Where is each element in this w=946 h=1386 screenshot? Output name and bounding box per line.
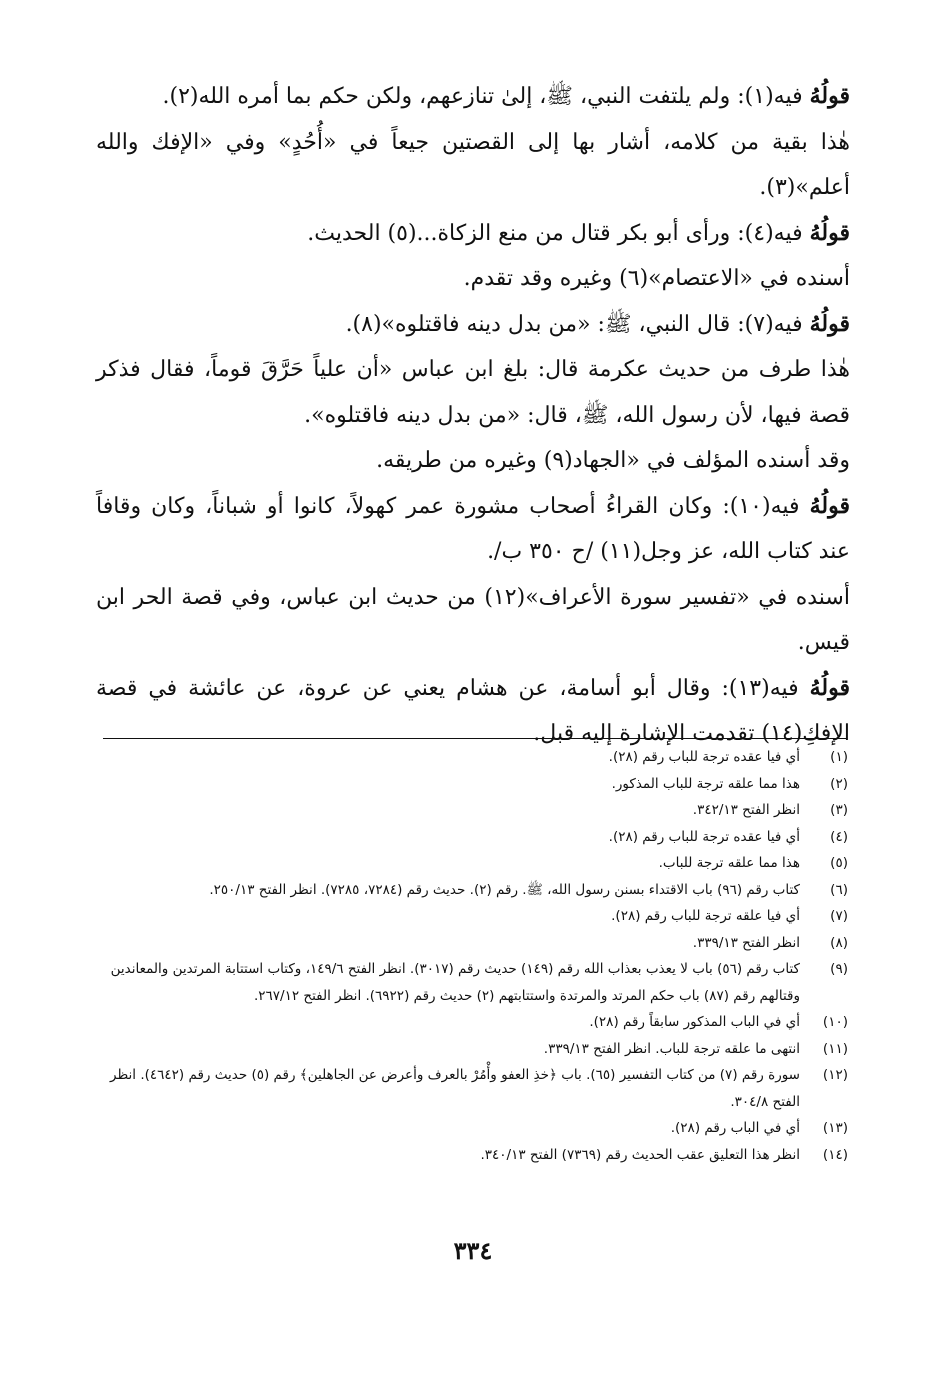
footnote xyxy=(96,930,848,957)
footnote-number: (١٢) xyxy=(822,1067,848,1083)
paragraph-text: فيه(٧): قال النبي، ﷺ: «من بدل دينه فاقتلوه»(٨). xyxy=(345,311,803,337)
paragraph-text: هٰذا طرف من حديث عكرمة قال: بلغ ابن عباس «أن علياً حَرَّقَ قوماً، فقال فذكر قصة فيها، لأن رسول الله، ﷺ، قال: «من بدل دينه فاقتلوه». xyxy=(96,357,850,428)
footnote-text: أي فيا علقه ترجة للباب رقم (٢٨). xyxy=(611,908,800,924)
footnote xyxy=(96,1115,848,1142)
paragraph-text: أسنده في «تفسير سورة الأعراف»(١٢) من حديث ابن عباس، وفي قصة الحر ابن قيس. xyxy=(96,584,850,655)
paragraph-text: أسنده في «الاعتصام»(٦) وغيره وقد تقدم. xyxy=(463,266,850,291)
footnote xyxy=(96,1009,848,1036)
footnote-number: (٥) xyxy=(830,855,848,871)
paragraph xyxy=(96,438,850,484)
footnote-number: (٤) xyxy=(830,828,848,845)
paragraph-lead: قولُهُ xyxy=(809,83,850,109)
footnote xyxy=(96,850,848,877)
footnote-text: انظر الفتح ٣٣٩/١٣. xyxy=(692,934,800,951)
footnote-text: أي فيا عقده ترجة للباب رقم (٢٨). xyxy=(608,749,800,765)
paragraph xyxy=(96,256,850,302)
paragraph xyxy=(96,120,850,211)
footnote-number: (٢) xyxy=(830,775,848,792)
footnote xyxy=(96,877,848,904)
paragraph-lead: قولُهُ xyxy=(809,310,850,337)
paragraph-text: هٰذا بقية من كلامه، أشار بها إلى القصتين جيعاً في «أُحُدٍ» وفي «الإفك والله أعلم»(٣). xyxy=(96,129,851,200)
paragraph xyxy=(96,211,850,257)
footnote-number: (١٠) xyxy=(822,1014,848,1030)
footnote xyxy=(96,1142,848,1169)
footnote-text: أي فيا عقده ترجة للباب رقم (٢٨). xyxy=(608,828,800,845)
paragraph xyxy=(96,484,850,575)
paragraph-text: فيه(١٣): وقال أبو أسامة، عن هشام يعني عن عروة، عن عائشة في قصة الإفكِ(١٤) تقدمت الإشارة إليه قبل. xyxy=(96,675,850,746)
footnote xyxy=(96,903,848,930)
footnote xyxy=(96,1036,848,1063)
footnote-number: (١) xyxy=(830,749,848,765)
footnote-text: كتاب رقم (٥٦) باب لا يعذب بعذاب الله رقم (١٤٩) حديث رقم (٣٠١٧). انظر الفتح ١٤٩/٦، وكتاب استتابة المرتدين والمعاندين وقتالهم رقم (٨٧) باب حكم المرتد والمرتدة واستتابتهم (٢) حديث رقم (٦٩٢٢). انظر الفتح ٢٦٧/١٢. xyxy=(110,961,800,1004)
paragraph-text: وقد أسنده المؤلف في «الجهاد(٩) وغيره من طريقه. xyxy=(376,448,850,473)
footnote-text: سورة رقم (٧) من كتاب التفسير (٦٥). باب ﴿خذِ العفو وأْمُرْ بالعرف وأعرض عن الجاهلين﴾ رقم (٥) حديث رقم (٤٦٤٢). انظر الفتح ٣٠٤/٨. xyxy=(110,1067,800,1110)
paragraph-text: فيه(١٠): وكان القراءُ أصحاب مشورة عمر كهولاً، كانوا أو شباناً، وكان وقافاً عند كتاب الله، عز وجل(١١) /ح ٣٥٠ ب/. xyxy=(96,493,850,564)
paragraph xyxy=(96,302,850,348)
paragraph xyxy=(96,347,850,438)
footnotes xyxy=(96,744,848,1168)
page-number: ٣٣٤ xyxy=(453,1236,493,1265)
footnote-text: كتاب رقم (٩٦) باب الاقتداء بسنن رسول الله، ﷺ. رقم (٢). حديث رقم (٧٢٨٤، ٧٢٨٥). انظر الفتح ٢٥٠/١٣. xyxy=(209,881,800,898)
footnote xyxy=(96,771,848,798)
footnote-number: (١٤) xyxy=(822,1146,848,1163)
paragraph-lead: قولُهُ xyxy=(809,219,850,246)
footnote-number: (٩) xyxy=(830,961,848,977)
paragraph xyxy=(96,575,850,666)
footnote-number: (٧) xyxy=(830,908,848,924)
footnote-text: أي في الباب رقم (٢٨). xyxy=(670,1120,800,1136)
footnote-text: انظر الفتح ٣٤٢/١٣. xyxy=(692,802,800,818)
footnote-text: انظر هذا التعليق عقب الحديث رقم (٧٣٦٩) الفتح ٣٤٠/١٣. xyxy=(480,1146,800,1163)
footnote xyxy=(96,797,848,824)
footnote-number: (١٣) xyxy=(822,1120,848,1136)
footnote xyxy=(96,956,848,1009)
footnote xyxy=(96,824,848,851)
paragraph xyxy=(96,74,850,120)
paragraph-text: فيه(٤): ورأى أبو بكر قتال من منع الزكاة...(٥) الحديث. xyxy=(307,220,803,246)
paragraph xyxy=(96,666,850,757)
paragraph-lead: قولُهُ xyxy=(809,674,850,701)
footnote-number: (١١) xyxy=(822,1040,848,1057)
main-text xyxy=(96,74,850,757)
footnote-text: هذا مما علقه ترجة للباب المذكور. xyxy=(611,775,800,792)
footnote-text: انتهى ما علقه ترجة للباب. انظر الفتح ٣٣٩/١٣. xyxy=(543,1040,800,1057)
footnote-number: (٨) xyxy=(830,934,848,951)
footnote-text: أي في الباب المذكور سابقاً رقم (٢٨). xyxy=(589,1014,800,1030)
paragraph-lead: قولُهُ xyxy=(809,492,850,519)
paragraph-text: فيه(١): ولم يلتفت النبي، ﷺ، إلىٰ تنازعهم، ولكن حكم بما أمره الله(٢). xyxy=(162,84,803,109)
footnote-divider xyxy=(103,738,847,739)
footnote xyxy=(96,1062,848,1115)
footnote xyxy=(96,744,848,771)
footnote-number: (٦) xyxy=(830,881,848,898)
footnote-text: هذا مما علقه ترجة للباب. xyxy=(658,855,800,871)
footnote-number: (٣) xyxy=(830,802,848,818)
